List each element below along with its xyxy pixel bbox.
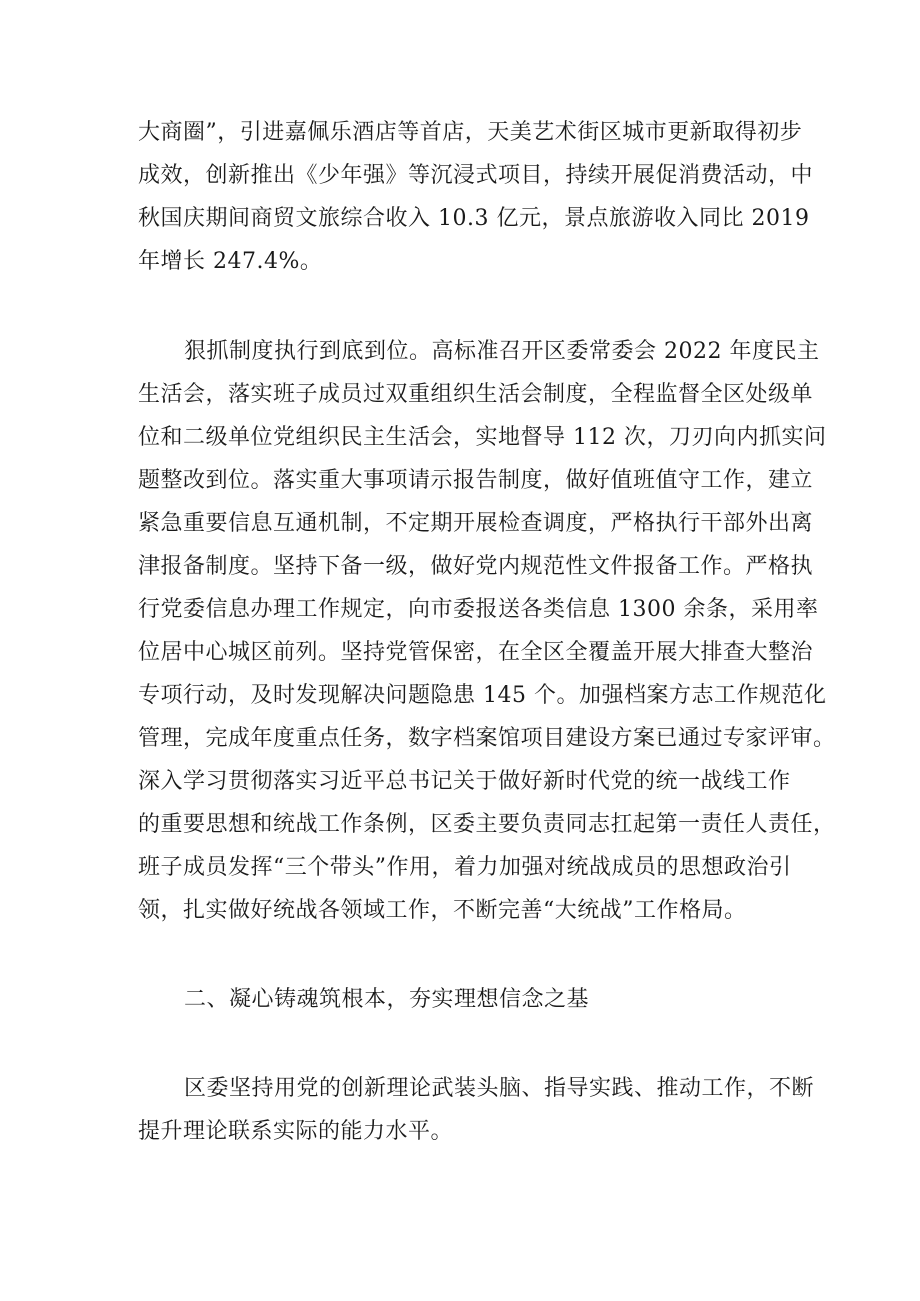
- paragraph-1-line-2: 成效，创新推出《少年强》等沉浸式项目，持续开展促消费活动，中: [138, 163, 814, 188]
- paragraph-2-line-4: 题整改到位。落实重大事项请示报告制度，做好值班值守工作，建立: [138, 468, 814, 493]
- paragraph-3-line-1: 区委坚持用党的创新理论武装头脑、指导实践、推动工作，不断: [184, 1076, 815, 1101]
- paragraph-1-line-3: 秋国庆期间商贸文旅综合收入 10.3 亿元，景点旅游收入同比 2019: [138, 206, 810, 231]
- paragraph-2-line-1: 狠抓制度执行到底到位。高标准召开区委常委会 2022 年度民主: [184, 339, 820, 364]
- paragraph-2-line-14: 领，扎实做好统战各领域工作，不断完善“大统战”工作格局。: [138, 898, 747, 923]
- paragraph-2-line-13: 班子成员发挥“三个带头”作用，着力加强对统战成员的思想政治引: [138, 855, 792, 880]
- paragraph-2-line-11: 深入学习贯彻落实习近平总书记关于做好新时代党的统一战线工作: [138, 769, 791, 794]
- paragraph-2-line-5: 紧急重要信息互通机制，不定期开展检查调度，严格执行干部外出离: [138, 511, 814, 536]
- paragraph-2-line-7: 行党委信息办理工作规定，向市委报送各类信息 1300 余条，采用率: [138, 597, 819, 622]
- paragraph-2-line-10: 管理，完成年度重点任务，数字档案馆项目建设方案已通过专家评审。: [138, 726, 836, 751]
- paragraph-2-line-3: 位和二级单位党组织民主生活会，实地督导 112 次，刀刃向内抓实问: [138, 425, 827, 450]
- section-heading: 二、凝心铸魂筑根本，夯实理想信念之基: [184, 987, 590, 1012]
- paragraph-3-line-2: 提升理论联系实际的能力水平。: [138, 1119, 454, 1144]
- paragraph-1-line-1: 大商圈”，引进嘉佩乐酒店等首店，天美艺术街区城市更新取得初步: [138, 120, 803, 145]
- paragraph-2-line-2: 生活会，落实班子成员过双重组织生活会制度，全程监督全区处级单: [138, 382, 814, 407]
- paragraph-2-line-6: 津报备制度。坚持下备一级，做好党内规范性文件报备工作。严格执: [138, 554, 814, 579]
- paragraph-2-line-9: 专项行动，及时发现解决问题隐患 145 个。加强档案方志工作规范化: [138, 683, 827, 708]
- paragraph-2-line-8: 位居中心城区前列。坚持党管保密，在全区全覆盖开展大排查大整治: [138, 640, 814, 665]
- paragraph-1-line-4: 年增长 247.4%。: [138, 249, 323, 274]
- paragraph-2-line-12: 的重要思想和统战工作条例，区委主要负责同志扛起第一责任人责任，: [138, 812, 836, 837]
